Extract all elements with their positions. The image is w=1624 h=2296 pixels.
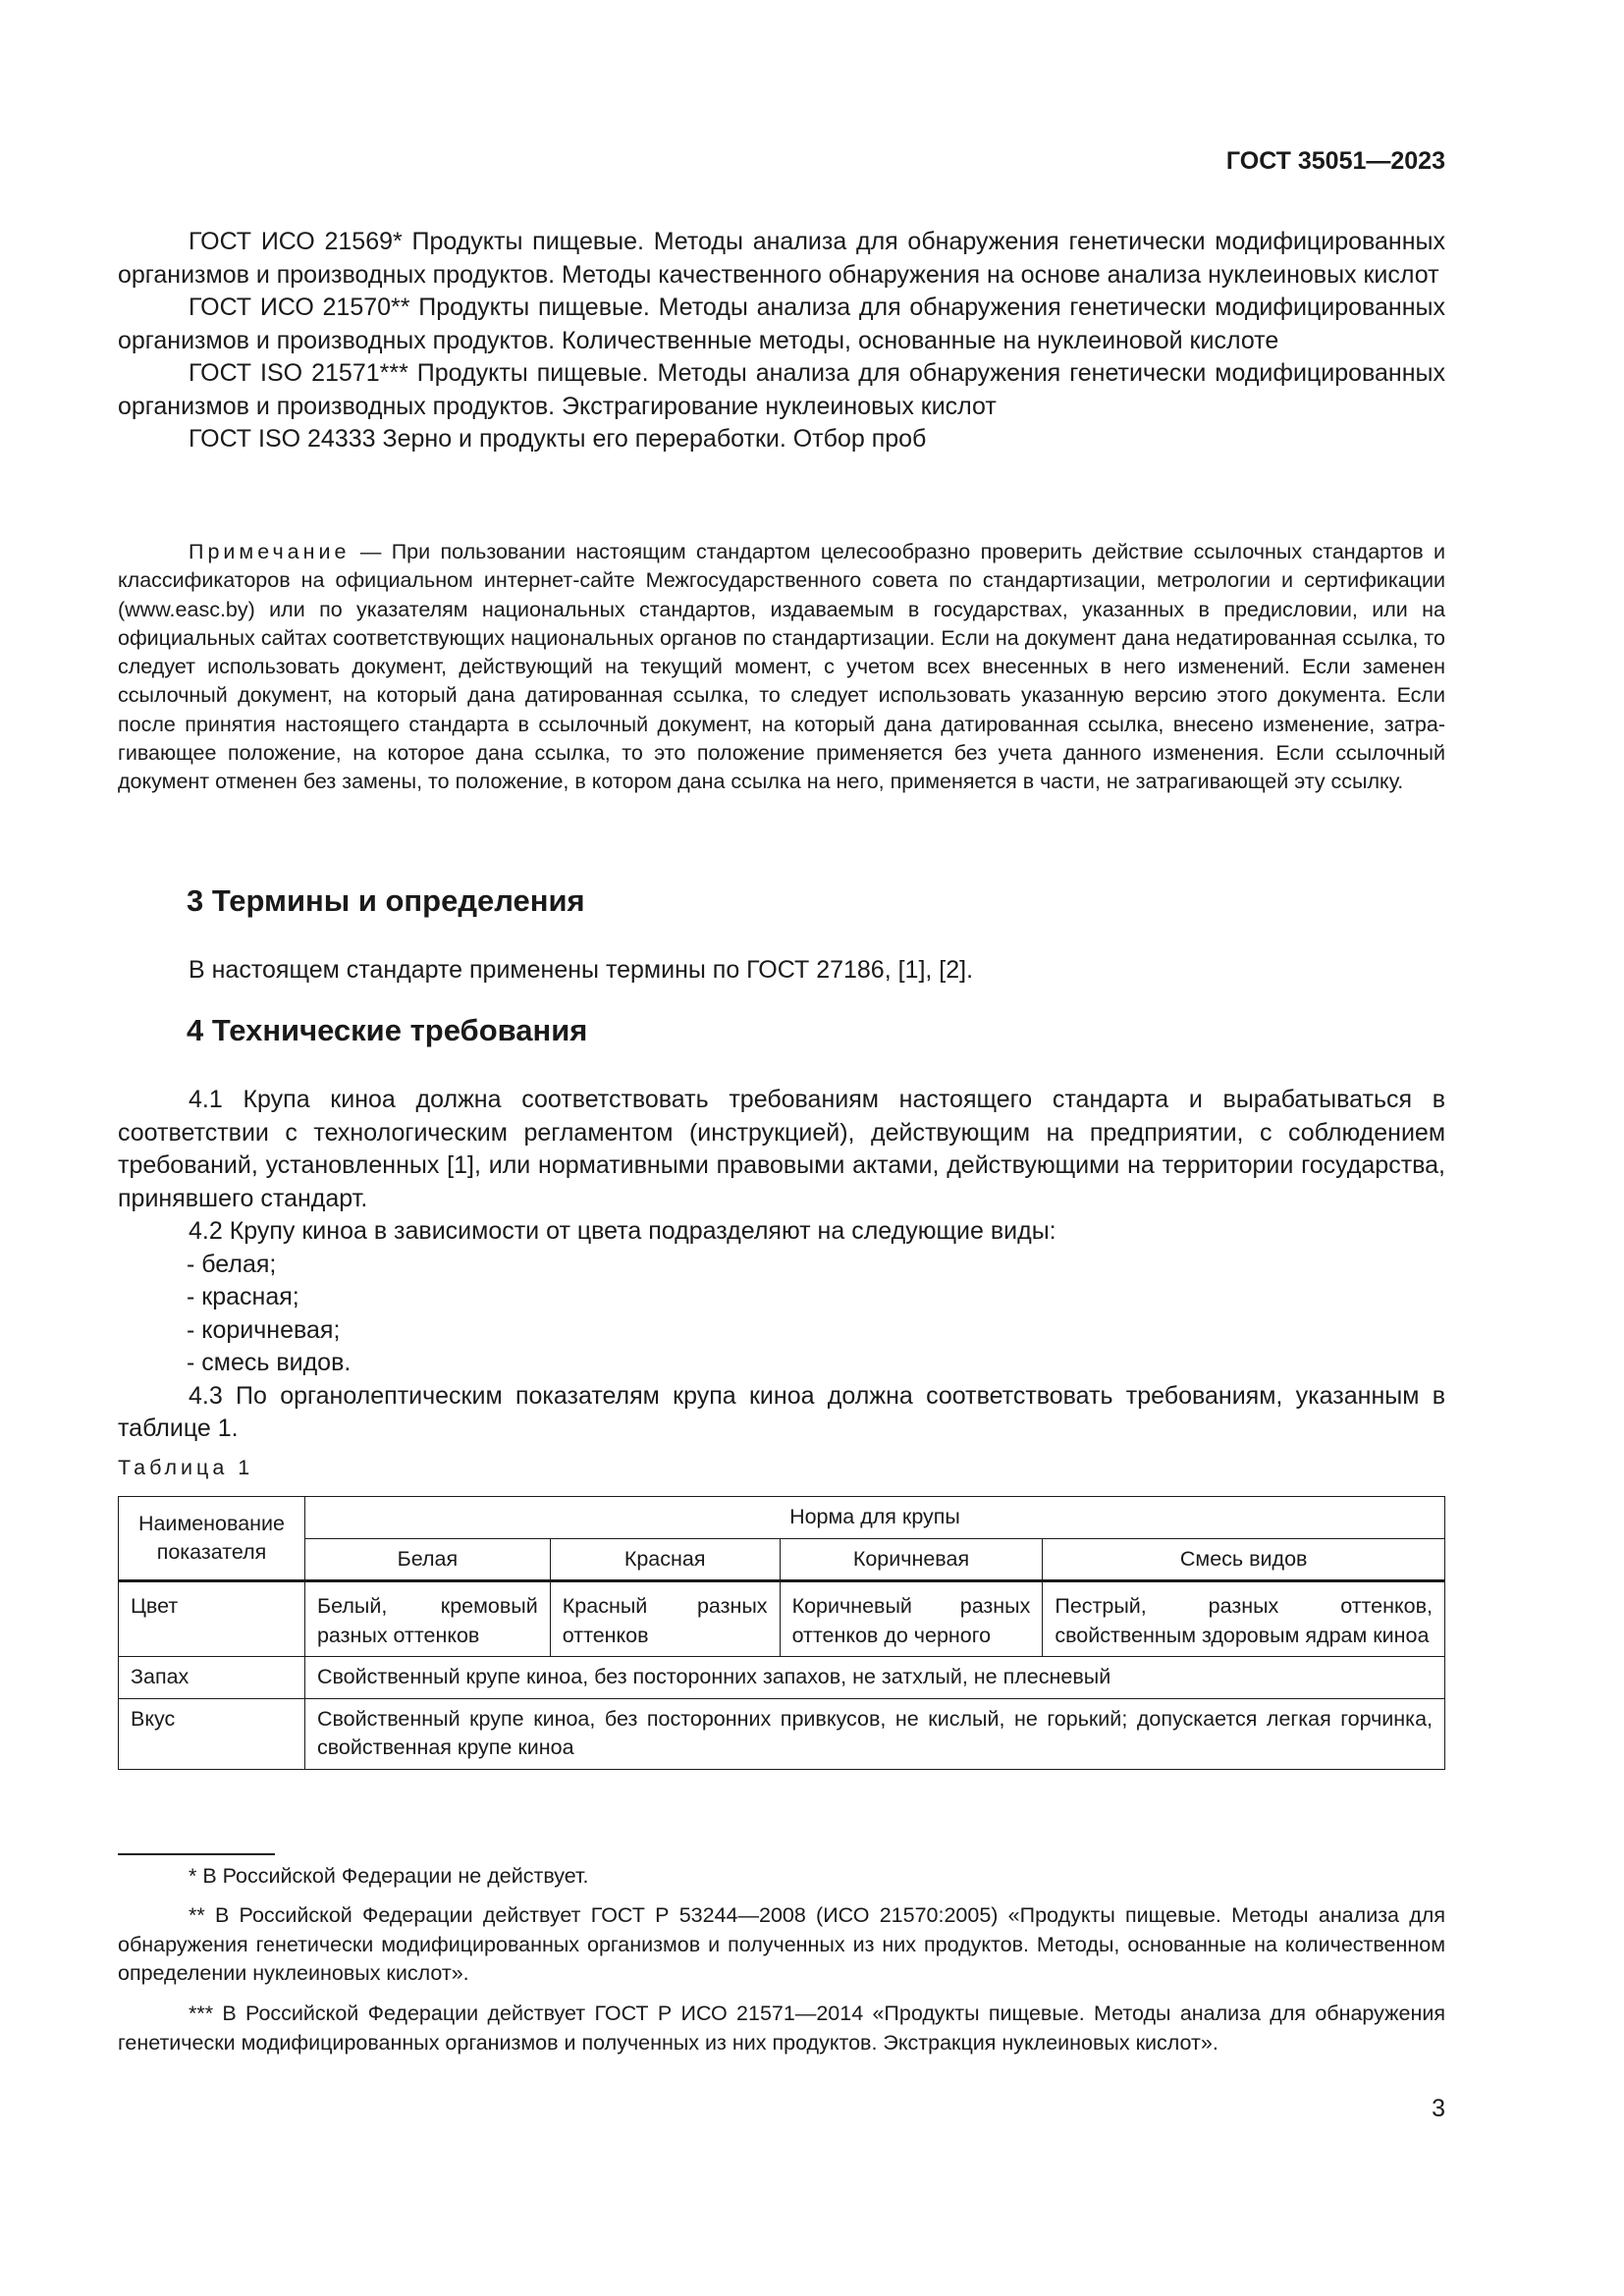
footnote-1: * В Российской Федерации не действует. [189, 1864, 589, 1888]
row-label-taste: Вкус [119, 1698, 305, 1769]
list-item: - белая; [187, 1250, 277, 1278]
header-indicator-name: Наименование показателя [119, 1497, 305, 1581]
footnote-2: ** В Российской Федерации действует ГОСТ Р 53244—2008 (ИСО 21570:2005) «Продукты пищевые. Методы анализа для обнаружения генетически модифицированных организмов и полученных из них продуктов. Методы, основанные на количественном определении нуклеиновых кислот». [118, 1903, 1445, 1985]
note-paragraph [118, 538, 1445, 797]
reference-item: ГОСТ ISO 24333 Зерно и продукты его переработки. Отбор проб [189, 425, 927, 453]
note-label: Примечание [189, 540, 351, 563]
list-item: - коричневая; [187, 1315, 341, 1344]
clause-4-1: 4.1 Крупа киноа должна соответствовать требованиям настоящего стандарта и вырабатываться в соответствии с технологическим регламентом (инструкцией), действующим на предприятии, с соблюдением требований, установленных [1], или нормативными правовыми актами, действующими на территории государства, принявшего стандарт. [118, 1086, 1445, 1212]
section-4-body [118, 1084, 1445, 1446]
section-3-body [118, 954, 1445, 988]
table-row [119, 1698, 1445, 1769]
list-item: - смесь видов. [187, 1349, 352, 1376]
col-header-red: Красная [550, 1538, 780, 1581]
cell-smell: Свойственный крупе киноа, без посторонних запахов, не затхлый, не плесневый [304, 1657, 1444, 1699]
section-3-text: В настоящем стандарте применены термины по ГОСТ 27186, [1], [2]. [189, 956, 974, 984]
col-header-mix: Смесь видов [1043, 1538, 1445, 1581]
table-caption: Таблица 1 [118, 1456, 254, 1479]
col-header-brown: Коричневая [780, 1538, 1043, 1581]
cell-color-red: Красный разных оттенков [550, 1581, 780, 1657]
clause-4-3: 4.3 По органолептическим показателям крупа киноа должна соответствовать требованиям, указанным в таблице 1. [118, 1381, 1445, 1442]
cell-color-mix: Пестрый, разных оттенков, свойственным здоровым ядрам киноа [1043, 1581, 1445, 1657]
footnote-separator [118, 1853, 275, 1855]
cell-color-brown: Коричневый разных оттенков до черного [780, 1581, 1043, 1657]
section-3-heading: 3 Термины и определения [187, 883, 585, 918]
list-item: - красная; [187, 1283, 299, 1310]
table-row [119, 1657, 1445, 1699]
section-4-heading: 4 Технические требования [187, 1013, 588, 1047]
cell-taste: Свойственный крупе киноа, без посторонних привкусов, не кислый, не горький; допускается легкая горчинка, свойственная крупе киноа [304, 1698, 1444, 1769]
table-1 [118, 1496, 1445, 1770]
cell-color-white: Белый, кремовый разных оттенков [304, 1581, 550, 1657]
page-number: 3 [1432, 2095, 1445, 2122]
col-header-white: Белая [304, 1538, 550, 1581]
reference-item: ГОСТ ISO 21571*** Продукты пищевые. Методы анализа для обнаружения генетически модифицированных организмов и производных продуктов. Экстрагирование нуклеиновых кислот [118, 359, 1445, 420]
header-norm: Норма для крупы [304, 1497, 1444, 1539]
note-text: — При пользовании настоящим стандартом целесообразно проверить действие ссылочных стандартов и классификаторов на официальном интернет-сайте Межгосударственного совета по стандартизации, метрологии и сертификации (www.easc.by) или по указателям национальных стандартов, издаваемым в государствах, указанных в предисловии, или на официальных сайтах соответствующих национальных органов по стандартизации. Если на документ дана недатированная ссылка, то следует использовать документ, действующий на текущий момент, с учетом всех внесенных в него изменений. Если заменен ссылочный документ, на который дана датированная ссылка, то следует использовать указанную версию этого документа. Если после принятия настоящего стандарта в ссылочный документ, на который дана датированная ссылка, внесено изменение, затрагивающее положение, на которое дана ссылка, то это положение применяется без учета данного изменения. Если ссылочный документ отменен без замены, то положение, в котором дана ссылка на него, применяется в части, не затрагивающей эту ссылку. [118, 540, 1445, 794]
row-label-smell: Запах [119, 1657, 305, 1699]
clause-4-2: 4.2 Крупу киноа в зависимости от цвета подразделяют на следующие виды: [189, 1217, 1056, 1245]
row-label-color: Цвет [119, 1581, 305, 1657]
normative-references-list [118, 226, 1445, 456]
reference-item: ГОСТ ИСО 21570** Продукты пищевые. Методы анализа для обнаружения генетически модифицированных организмов и производных продуктов. Количественные методы, основанные на нуклеиновой кислоте [118, 294, 1445, 354]
footnote-3: *** В Российской Федерации действует ГОСТ Р ИСО 21571—2014 «Продукты пищевые. Методы анализа для обнаружения генетически модифицированных организмов и полученных из них продуктов. Экстракция нуклеиновых кислот». [118, 2002, 1445, 2055]
reference-item: ГОСТ ИСО 21569* Продукты пищевые. Методы анализа для обнаружения генетически модифицированных организмов и производных продуктов. Методы качественного обнаружения на основе анализа нуклеиновых кислот [118, 228, 1445, 289]
document-code: ГОСТ 35051—2023 [1225, 147, 1445, 175]
table-row [119, 1581, 1445, 1657]
